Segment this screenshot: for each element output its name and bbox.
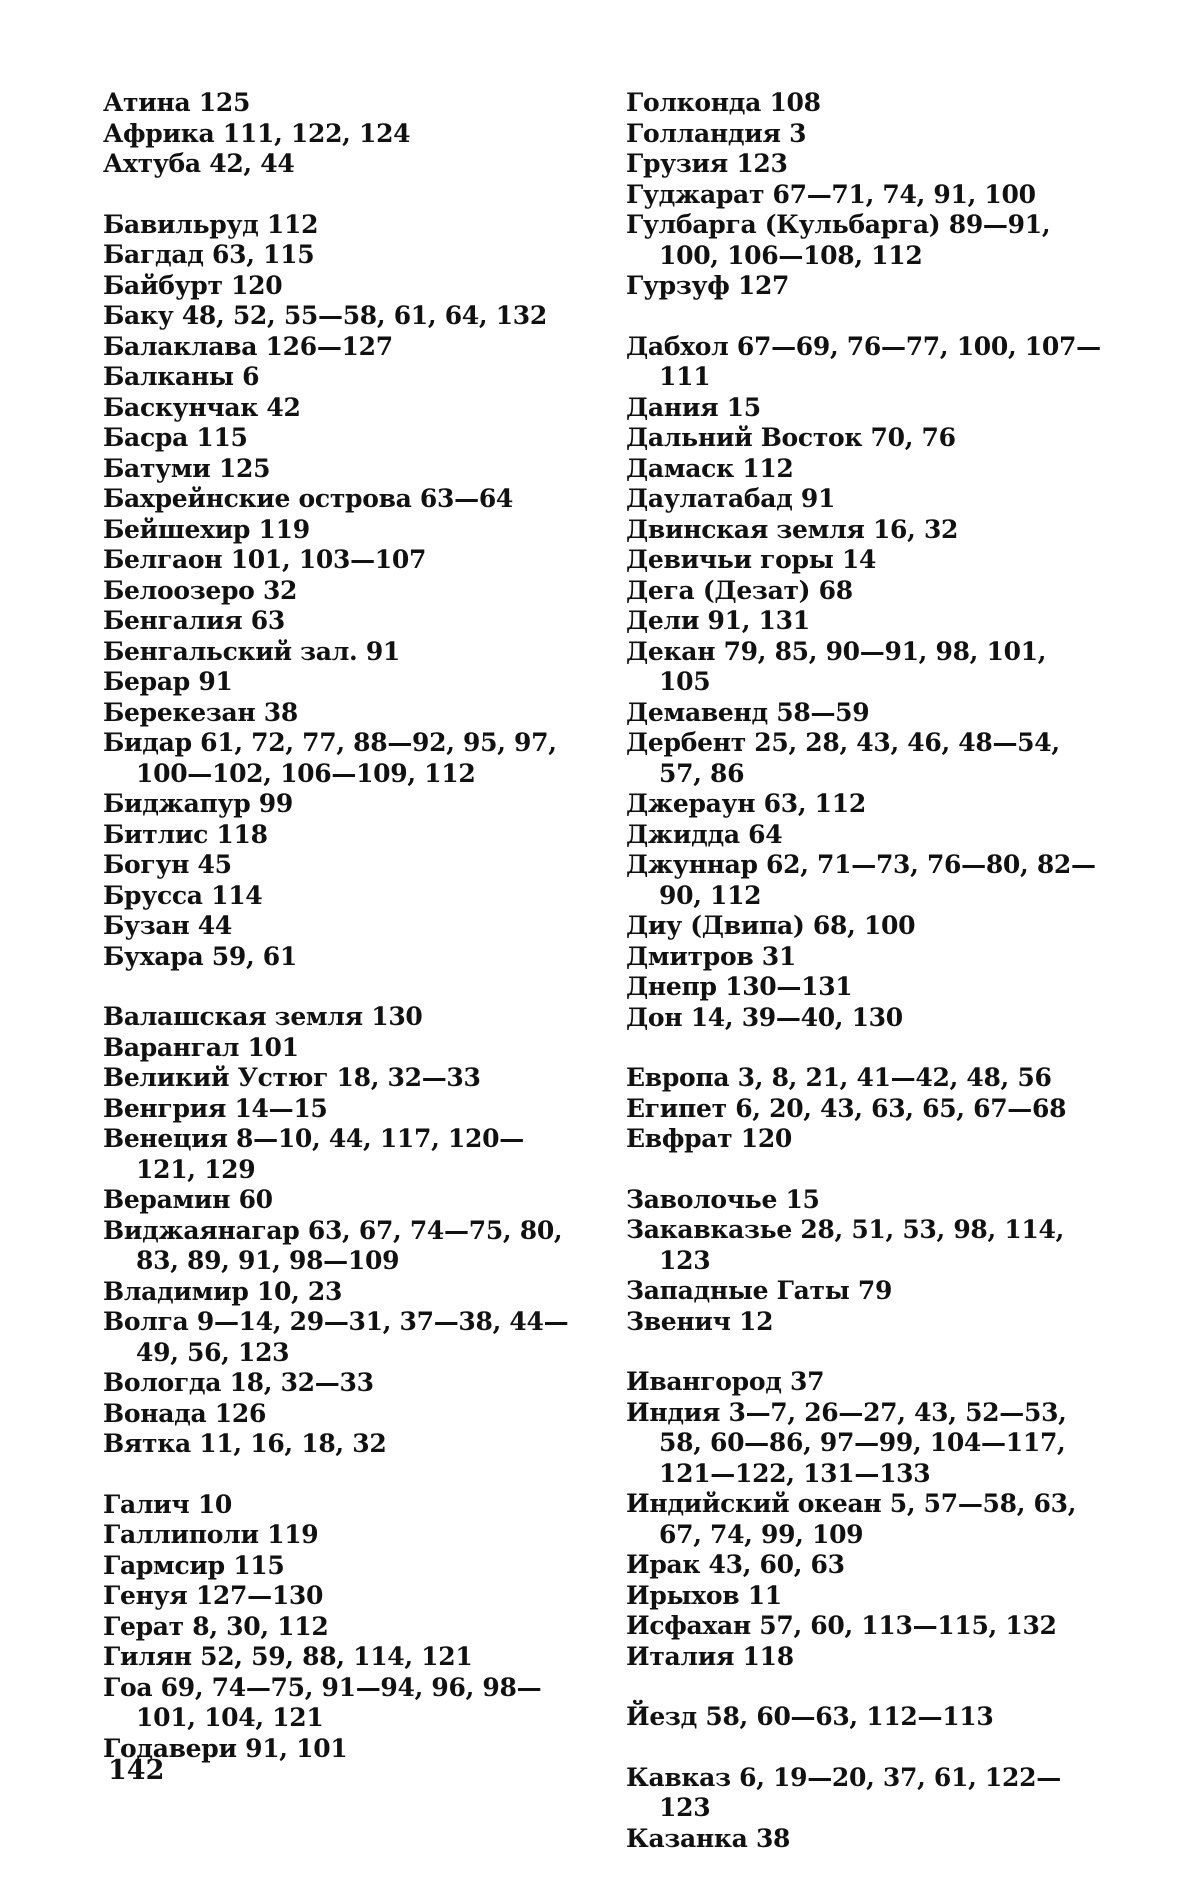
index-letter-group: [626, 332, 1104, 1034]
index-entry: Индия 3—7, 26—27, 43, 52—53, 58, 60—86, 97—99, 104—117, 121—122, 131—133: [626, 1397, 1067, 1488]
index-entry: Верамин 60: [103, 1185, 273, 1214]
index-entry: Бахрейнские острова 63—64: [103, 484, 514, 513]
index-entry: Биджапур 99: [103, 789, 293, 818]
index-entry: Декан 79, 85, 90—91, 98, 101, 105: [626, 636, 1047, 696]
index-entry: Дамаск 112: [626, 453, 794, 483]
index-entry: Ахтуба 42, 44: [103, 149, 295, 178]
index-entry: Гоа 69, 74—75, 91—94, 96, 98—101, 104, 121: [103, 1672, 542, 1732]
index-letter-group: [103, 1490, 583, 1765]
index-entry: Брусса 114: [103, 880, 263, 910]
index-entry: Грузия 123: [626, 149, 788, 178]
index-letter-group: [103, 88, 583, 180]
index-entry: Берар 91: [103, 667, 233, 696]
index-entry: Венгрия 14—15: [103, 1093, 328, 1123]
index-letter-group: [103, 1002, 583, 1460]
index-entry: Бухара 59, 61: [103, 941, 297, 971]
index-entry: Волга 9—14, 29—31, 37—38, 44—49, 56, 123: [103, 1307, 569, 1367]
index-entry: Западные Гаты 79: [626, 1276, 893, 1305]
index-entry: Атина 125: [103, 88, 251, 117]
index-entry: Голландия 3: [626, 118, 807, 148]
index-entry: Гулбарга (Кульбарга) 89—91, 100, 106—108, 112: [626, 210, 1051, 270]
index-entry: Бидар 61, 72, 77, 88—92, 95, 97, 100—102, 106—109, 112: [103, 728, 557, 788]
index-entry: Батуми 125: [103, 453, 271, 483]
index-entry: Джидда 64: [626, 819, 783, 849]
index-entry: Дмитров 31: [626, 941, 796, 971]
index-entry: Гуджарат 67—71, 74, 91, 100: [626, 179, 1036, 209]
index-entry: Европа 3, 8, 21, 41—42, 48, 56: [626, 1063, 1052, 1092]
index-entry: Италия 118: [626, 1641, 794, 1671]
index-entry: Дербент 25, 28, 43, 46, 48—54, 57, 86: [626, 728, 1060, 788]
index-letter-group: [626, 1063, 1104, 1155]
index-entry: Балканы 6: [103, 362, 260, 391]
index-entry: Звенич 12: [626, 1306, 774, 1336]
index-entry: Диу (Двипа) 68, 100: [626, 911, 916, 940]
index-letter-group: [626, 1763, 1104, 1855]
index-entry: Джераун 63, 112: [626, 789, 866, 818]
index-letter-group: [103, 210, 583, 973]
index-entry: Галич 10: [103, 1489, 233, 1519]
index-entry: Гармсир 115: [103, 1550, 285, 1580]
index-entry: Галлиполи 119: [103, 1520, 319, 1549]
index-letter-group: [626, 1367, 1104, 1672]
index-entry: Ирыхов 11: [626, 1580, 782, 1610]
index-entry: Заволочье 15: [626, 1184, 820, 1214]
index-entry: Кавказ 6, 19—20, 37, 61, 122—123: [626, 1762, 1061, 1822]
index-entry: Дальний Восток 70, 76: [626, 423, 956, 452]
index-entry: Годавери 91, 101: [103, 1733, 348, 1763]
index-entry: Вологда 18, 32—33: [103, 1368, 374, 1397]
index-entry: Дели 91, 131: [626, 606, 810, 635]
index-entry: Гилян 52, 59, 88, 114, 121: [103, 1642, 473, 1671]
index-entry: Багдад 63, 115: [103, 240, 315, 269]
index-entry: Закавказье 28, 51, 53, 98, 114, 123: [626, 1215, 1065, 1275]
index-entry: Йезд 58, 60—63, 112—113: [626, 1702, 994, 1731]
index-entry: Демавенд 58—59: [626, 697, 870, 727]
index-entry: Дон 14, 39—40, 130: [626, 1002, 903, 1032]
index-entry: Герат 8, 30, 112: [103, 1611, 329, 1641]
index-entry: Балаклава 126—127: [103, 331, 393, 361]
index-entry: Битлис 118: [103, 819, 268, 849]
index-entry: Владимир 10, 23: [103, 1276, 343, 1306]
index-entry: Дабхол 67—69, 76—77, 100, 107—111: [626, 331, 1101, 391]
index-entry: Евфрат 120: [626, 1124, 793, 1153]
index-letter-group: [626, 1702, 1104, 1733]
index-entry: Берекезан 38: [103, 697, 298, 727]
index-entry: Бенгальский зал. 91: [103, 636, 401, 666]
index-entry: Венеция 8—10, 44, 117, 120—121, 129: [103, 1124, 524, 1184]
index-entry: Богун 45: [103, 850, 232, 879]
index-entry: Баку 48, 52, 55—58, 61, 64, 132: [103, 301, 547, 330]
index-entry: Казанка 38: [626, 1823, 791, 1853]
index-entry: Валашская земля 130: [103, 1002, 423, 1031]
index-entry: Днепр 130—131: [626, 972, 853, 1001]
index-entry: Джуннар 62, 71—73, 76—80, 82—90, 112: [626, 850, 1096, 910]
index-entry: Генуя 127—130: [103, 1581, 324, 1610]
index-entry: Гурзуф 127: [626, 271, 790, 300]
index-entry: Баскунчак 42: [103, 392, 301, 422]
index-entry: Дания 15: [626, 392, 761, 422]
index-entry: Голконда 108: [626, 88, 821, 117]
index-entry: Даулатабад 91: [626, 484, 836, 513]
index-entry: Ирак 43, 60, 63: [626, 1550, 845, 1579]
index-entry: Индийский океан 5, 57—58, 63, 67, 74, 99, 109: [626, 1489, 1077, 1549]
index-entry: Бенгалия 63: [103, 606, 285, 635]
index-entry: Бейшехир 119: [103, 514, 310, 544]
index-entry: Белоозеро 32: [103, 575, 298, 605]
index-entry: Бавильруд 112: [103, 209, 319, 239]
index-entry: Вятка 11, 16, 18, 32: [103, 1429, 387, 1458]
index-entry: Египет 6, 20, 43, 63, 65, 67—68: [626, 1093, 1067, 1123]
index-entry: Африка 111, 122, 124: [103, 118, 411, 148]
index-entry: Девичьи горы 14: [626, 545, 877, 574]
index-entry: Великий Устюг 18, 32—33: [103, 1063, 481, 1092]
index-entry: Двинская земля 16, 32: [626, 514, 959, 544]
index-entry: Басра 115: [103, 423, 248, 452]
index-letter-group: [626, 88, 1104, 302]
index-entry: Вонада 126: [103, 1398, 267, 1428]
index-entry: Исфахан 57, 60, 113—115, 132: [626, 1611, 1057, 1640]
index-entry: Дега (Дезат) 68: [626, 575, 853, 605]
index-column-left: [103, 88, 583, 1764]
index-entry: Варангал 101: [103, 1032, 299, 1062]
index-entry: Белгаон 101, 103—107: [103, 545, 427, 574]
index-entry: Бузан 44: [103, 911, 232, 940]
index-column-right: [626, 88, 1104, 1854]
page-number: 142: [108, 1755, 165, 1786]
index-entry: Байбурт 120: [103, 270, 283, 300]
index-letter-group: [626, 1185, 1104, 1338]
index-entry: Виджаянагар 63, 67, 74—75, 80, 83, 89, 91, 98—109: [103, 1215, 563, 1275]
index-entry: Ивангород 37: [626, 1367, 825, 1396]
